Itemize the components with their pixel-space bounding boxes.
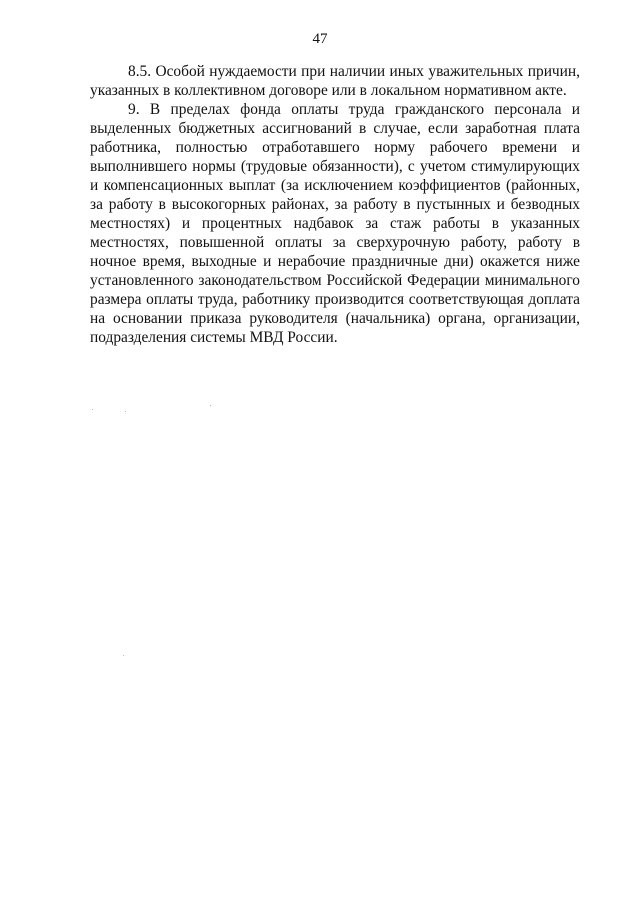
scan-speck — [92, 409, 93, 410]
document-body — [90, 62, 580, 347]
scan-speck — [125, 411, 126, 412]
paragraph-8-5: 8.5. Особой нуждаемости при наличии иных уважительных причин, указанных в коллективном договоре или в локальном нормативном акте. — [90, 63, 580, 99]
page-number: 47 — [312, 31, 328, 47]
scan-speck — [123, 655, 124, 656]
paragraph-9: 9. В пределах фонда оплаты труда гражданского персонала и выделенных бюджетных ассигнований в случае, если заработная плата работника, полностью отработавшего норму рабочего времени и выполнившего нормы (трудовые обязанности), с учетом стимулирующих и компенсационных выплат (за исключением коэффициентов (районных, за работу в высокогорных районах, за работу в пустынных и безводных местностях) и процентных надбавок за стаж работы в указанных местностях, повышенной оплаты за сверхурочную работу, работу в ночное время, выходные и нерабочие праздничные дни) окажется ниже установленного законодательством Российской Федерации минимального размера оплаты труда, работнику производится соответствующая доплата на основании приказа руководителя (начальника) органа, организации, подразделения системы МВД России. — [90, 101, 580, 346]
scan-speck — [210, 405, 211, 406]
